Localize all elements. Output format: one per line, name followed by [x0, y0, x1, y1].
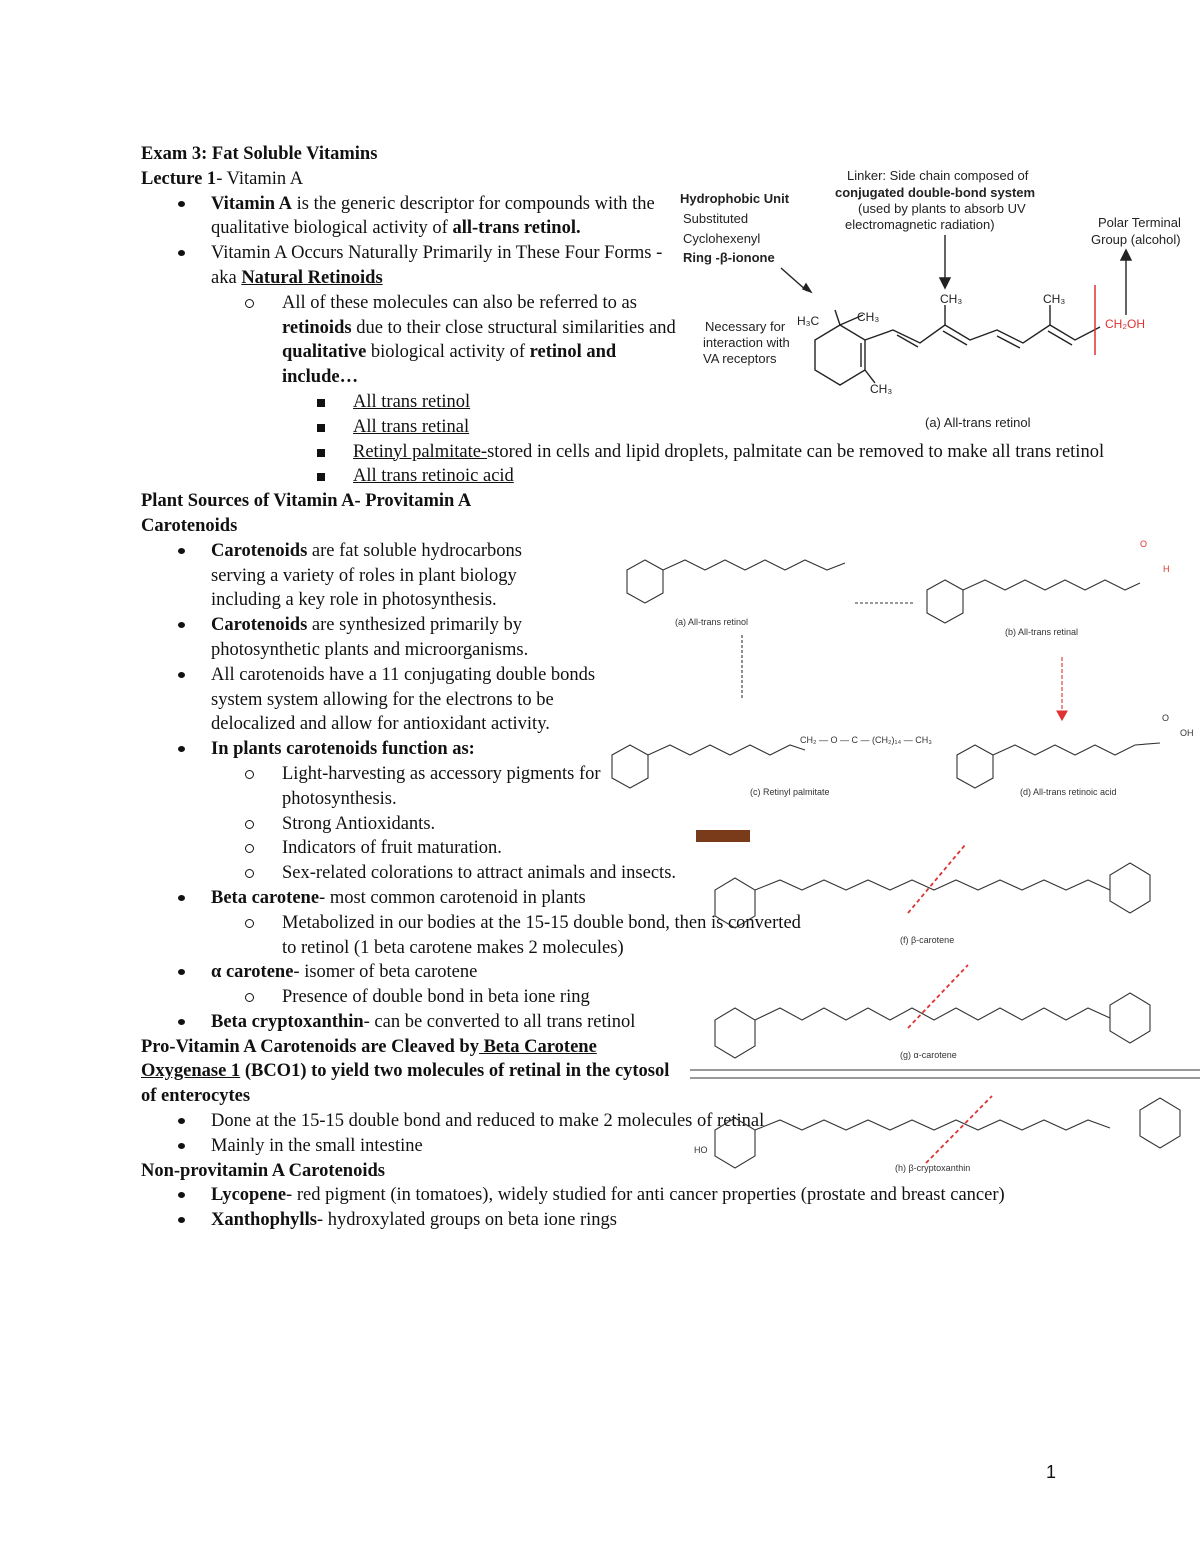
svg-text:electromagnetic radiation): electromagnetic radiation): [845, 217, 995, 232]
svg-text:Linker: Side chain composed of: Linker: Side chain composed of: [847, 168, 1029, 183]
list-item: Mainly in the small intestine: [141, 1134, 1131, 1159]
list-item: Carotenoids are synthesized primarily by photosynthetic plants and microorganisms.: [141, 613, 611, 663]
svg-text:O: O: [1140, 539, 1148, 549]
figure-caption: (g) α-carotene: [900, 1050, 957, 1060]
retinoid-form-item: All trans retinal: [141, 415, 686, 440]
svg-text:Cyclohexenyl: Cyclohexenyl: [683, 231, 761, 246]
svg-text:Group (alcohol): Group (alcohol): [1091, 232, 1181, 247]
svg-text:VA receptors: VA receptors: [703, 351, 777, 366]
list-item: Lycopene- red pigment (in tomatoes), widely studied for anti cancer properties (prostate and breast cancer): [141, 1183, 1091, 1208]
sub-list-item: All of these molecules can also be referred to as retinoids due to their close structural similarities and qualitative biological activity of retinol and include…: [141, 291, 686, 390]
retinoid-form-item: Retinyl palmitate-stored in cells and lipid droplets, palmitate can be removed to make all trans retinol: [141, 440, 1200, 465]
list-item: In plants carotenoids function as:: [141, 737, 686, 762]
section-heading: Non-provitamin A Carotenoids: [141, 1160, 385, 1181]
sub-list-item: Indicators of fruit maturation.: [141, 836, 686, 861]
svg-text:conjugated double-bond system: conjugated double-bond system: [835, 185, 1036, 200]
page-title: Exam 3: Fat Soluble Vitamins: [141, 144, 378, 164]
figure-caption: (d) All-trans retinoic acid: [1020, 787, 1117, 797]
lecture-line: Lecture 1- Vitamin A: [141, 168, 304, 189]
hydrophobic-title: Hydrophobic Unit: [680, 191, 790, 206]
svg-text:(used by plants to absorb UV: (used by plants to absorb UV: [858, 201, 1026, 216]
svg-text:CH₃: CH₃: [870, 382, 893, 396]
svg-text:CH₂ — O — C — (CH₂)₁₄ — CH₃: CH₂ — O — C — (CH₂)₁₄ — CH₃: [800, 735, 932, 745]
list-item: Vitamin A Occurs Naturally Primarily in These Four Forms - aka Natural Retinoids: [141, 241, 686, 291]
figure-caption: (h) β-cryptoxanthin: [895, 1163, 971, 1173]
retinoid-form-item: All trans retinoic acid: [141, 464, 686, 489]
list-item: Beta carotene- most common carotenoid in plants: [141, 886, 686, 911]
svg-text:HO: HO: [694, 1145, 708, 1155]
svg-text:Polar Terminal: Polar Terminal: [1098, 215, 1181, 230]
section-heading: Plant Sources of Vitamin A- Provitamin A Carotenoids: [141, 491, 471, 536]
sub-list-item: Light-harvesting as accessory pigments for photosynthesis.: [141, 762, 686, 812]
list-item: α carotene- isomer of beta carotene: [141, 960, 686, 985]
list-item: Xanthophylls- hydroxylated groups on beta ione rings: [141, 1208, 1131, 1233]
figure-caption: (b) All-trans retinal: [1005, 627, 1079, 637]
svg-text:CH₃: CH₃: [940, 292, 963, 306]
svg-text:interaction with: interaction with: [703, 335, 790, 350]
list-item: Vitamin A is the generic descriptor for compounds with the qualitative biological activity of all-trans retinol.: [141, 192, 686, 242]
svg-text:CH₂OH: CH₂OH: [1105, 317, 1145, 331]
svg-text:CH₃: CH₃: [1043, 292, 1066, 306]
list-item: Beta cryptoxanthin- can be converted to all trans retinol: [141, 1010, 686, 1035]
list-item: All carotenoids have a 11 conjugating double bonds system system allowing for the electrons to be delocalized and allow for antioxidant activity.: [141, 663, 611, 737]
sub-list-item: Metabolized in our bodies at the 15-15 double bond, then is converted to retinol (1 beta carotene makes 2 molecules): [141, 911, 807, 961]
figure-caption: (f) β-carotene: [900, 935, 955, 945]
sub-list-item: Sex-related colorations to attract animals and insects.: [141, 861, 686, 886]
retinol-structure-figure: [675, 165, 1200, 435]
sub-list-item: Presence of double bond in beta ione ring: [141, 985, 686, 1010]
svg-text:CH₃: CH₃: [857, 310, 880, 324]
svg-text:Substituted: Substituted: [683, 211, 749, 226]
figure-caption: (c) Retinyl palmitate: [750, 787, 830, 797]
page-number: 1: [1046, 1462, 1057, 1482]
svg-text:H: H: [1163, 564, 1170, 574]
figure-caption: (a) All-trans retinol: [675, 617, 749, 627]
svg-text:OH: OH: [1180, 728, 1194, 738]
svg-text:H₃C: H₃C: [797, 314, 820, 328]
svg-text:Necessary for: Necessary for: [705, 319, 786, 334]
list-item: Carotenoids are fat soluble hydrocarbons serving a variety of roles in plant biology including a key role in photosynthesis.: [141, 539, 576, 613]
retinoid-form-item: All trans retinol: [141, 390, 686, 415]
carotenoids-figure: [690, 828, 1200, 1178]
section-heading: Pro-Vitamin A Carotenoids are Cleaved by Beta Carotene Oxygenase 1 (BCO1) to yield two molecules of retinal in the cytosol of enterocytes: [141, 1036, 670, 1107]
natural-retinoids-figure: [605, 525, 1200, 805]
svg-text:O: O: [1162, 713, 1170, 723]
sub-list-item: Strong Antioxidants.: [141, 812, 686, 837]
figure-caption: (a) All-trans retinol: [925, 415, 1031, 430]
svg-text:Ring -β-ionone: Ring -β-ionone: [683, 250, 775, 265]
list-item: Done at the 15-15 double bond and reduced to make 2 molecules of retinal: [141, 1109, 1131, 1134]
